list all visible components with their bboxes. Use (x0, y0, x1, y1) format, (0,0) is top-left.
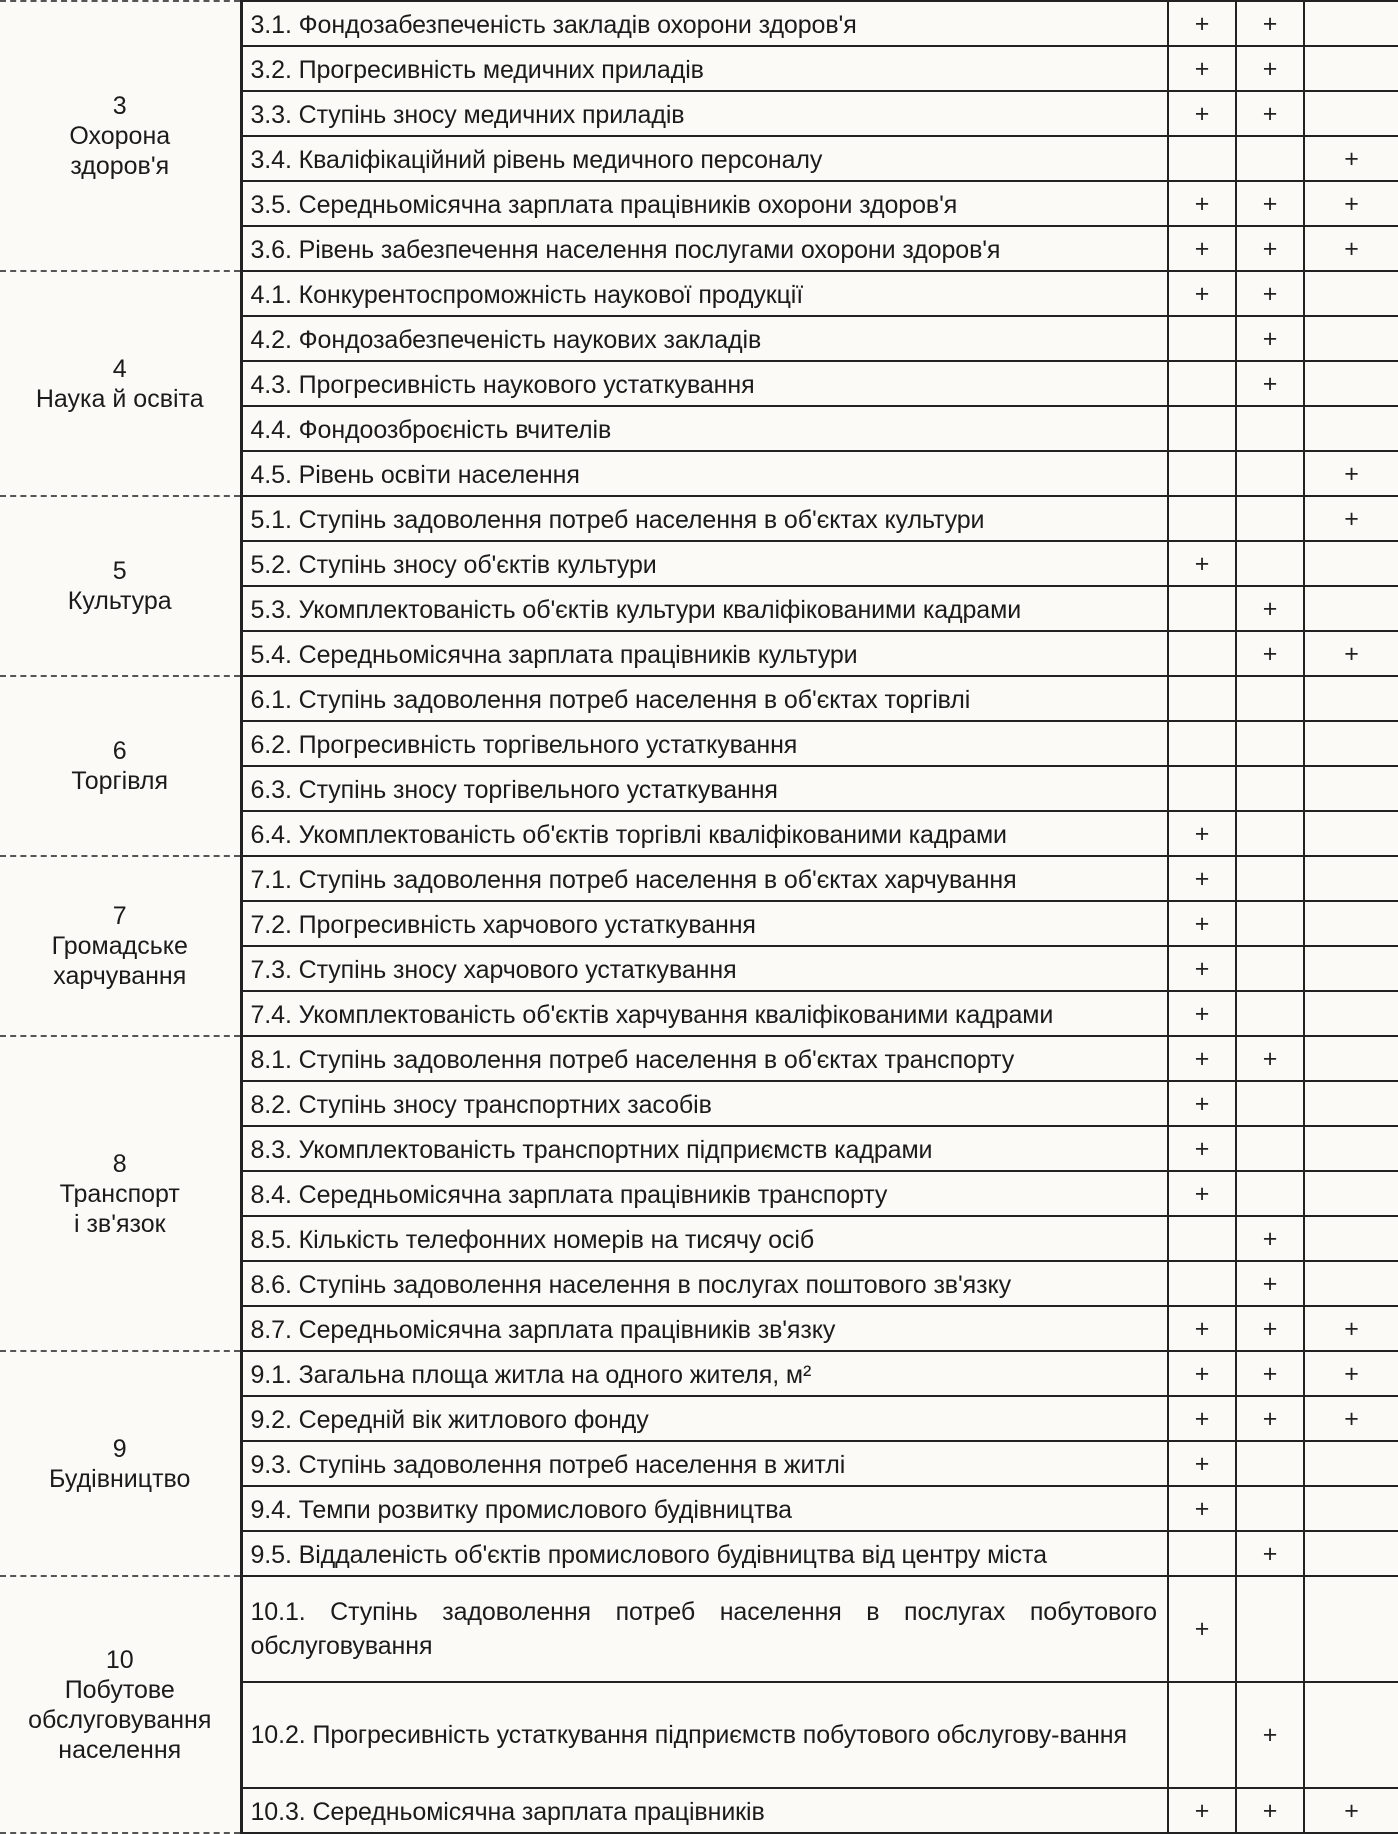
mark-cell-1 (1168, 1531, 1236, 1576)
indicator-label: 4.2. Фондозабезпеченість наукових закладів (241, 316, 1168, 361)
group-name-line: Культура (67, 587, 172, 615)
mark-cell-1: + (1168, 1441, 1236, 1486)
mark-cell-3 (1304, 46, 1398, 91)
mark-cell-3 (1304, 676, 1398, 721)
mark-cell-3 (1304, 361, 1398, 406)
indicator-label: 5.1. Ступінь задоволення потреб населення в об'єктах культури (241, 496, 1168, 541)
mark-cell-1: + (1168, 1036, 1236, 1081)
table-body (0, 1, 1398, 1833)
mark-cell-3 (1304, 91, 1398, 136)
mark-cell-1 (1168, 1216, 1236, 1261)
mark-cell-1 (1168, 316, 1236, 361)
indicator-label: 3.5. Середньомісячна зарплата працівників охорони здоров'я (241, 181, 1168, 226)
indicator-label: 6.1. Ступінь задоволення потреб населення в об'єктах торгівлі (241, 676, 1168, 721)
mark-cell-2 (1236, 1441, 1304, 1486)
mark-cell-2 (1236, 901, 1304, 946)
table-row (0, 1036, 1398, 1081)
group-name-line: Охорона (69, 122, 171, 150)
indicator-label: 4.5. Рівень освіти населення (241, 451, 1168, 496)
mark-cell-1: + (1168, 46, 1236, 91)
mark-cell-1: + (1168, 856, 1236, 901)
mark-cell-2 (1236, 541, 1304, 586)
mark-cell-2 (1236, 721, 1304, 766)
group-cell (0, 1, 241, 271)
mark-cell-1: + (1168, 1, 1236, 46)
indicator-label: 9.3. Ступінь задоволення потреб населення в житлі (241, 1441, 1168, 1486)
table-row (0, 496, 1398, 541)
mark-cell-2: + (1236, 46, 1304, 91)
mark-cell-3 (1304, 1441, 1398, 1486)
mark-cell-2 (1236, 1171, 1304, 1216)
mark-cell-3: + (1304, 451, 1398, 496)
mark-cell-3 (1304, 1081, 1398, 1126)
mark-cell-2: + (1236, 586, 1304, 631)
group-name-line: Торгівля (71, 767, 169, 795)
mark-cell-3: + (1304, 1396, 1398, 1441)
indicator-label: 6.2. Прогресивність торгівельного устаткування (241, 721, 1168, 766)
indicator-label: 9.5. Віддаленість об'єктів промислового будівництва від центру міста (241, 1531, 1168, 1576)
indicator-label: 7.3. Ступінь зносу харчового устаткування (241, 946, 1168, 991)
mark-cell-2: + (1236, 1261, 1304, 1306)
mark-cell-3 (1304, 1576, 1398, 1682)
indicator-label: 8.1. Ступінь задоволення потреб населення в об'єктах транспорту (241, 1036, 1168, 1081)
group-number: 3 (112, 92, 127, 120)
indicator-label: 3.3. Ступінь зносу медичних приладів (241, 91, 1168, 136)
mark-cell-3 (1304, 1126, 1398, 1171)
indicator-label: 4.1. Конкурентоспроможність наукової продукції (241, 271, 1168, 316)
mark-cell-3 (1304, 406, 1398, 451)
mark-cell-3 (1304, 1036, 1398, 1081)
mark-cell-1 (1168, 1261, 1236, 1306)
indicator-label: 6.3. Ступінь зносу торгівельного устаткування (241, 766, 1168, 811)
mark-cell-2 (1236, 136, 1304, 181)
mark-cell-2 (1236, 1486, 1304, 1531)
mark-cell-1: + (1168, 1788, 1236, 1833)
indicator-label: 6.4. Укомплектованість об'єктів торгівлі кваліфікованими кадрами (241, 811, 1168, 856)
mark-cell-3: + (1304, 1306, 1398, 1351)
mark-cell-3 (1304, 1171, 1398, 1216)
table-row (0, 1351, 1398, 1396)
mark-cell-2: + (1236, 1682, 1304, 1788)
mark-cell-3 (1304, 271, 1398, 316)
mark-cell-2 (1236, 496, 1304, 541)
mark-cell-3 (1304, 811, 1398, 856)
mark-cell-1 (1168, 631, 1236, 676)
mark-cell-1 (1168, 676, 1236, 721)
group-number: 5 (112, 557, 127, 585)
mark-cell-3 (1304, 586, 1398, 631)
table-row (0, 1, 1398, 46)
mark-cell-2: + (1236, 631, 1304, 676)
group-name-line: Транспорт (59, 1179, 180, 1208)
indicator-label: 10.2. Прогресивність устаткування підприємств побутового обслугову-вання (241, 1682, 1168, 1788)
mark-cell-1: + (1168, 1486, 1236, 1531)
group-name-line: Будівництво (49, 1464, 191, 1493)
table-row (0, 856, 1398, 901)
indicator-label: 4.3. Прогресивність наукового устаткування (241, 361, 1168, 406)
indicator-label: 8.3. Укомплектованість транспортних підприємств кадрами (241, 1126, 1168, 1171)
mark-cell-2: + (1236, 181, 1304, 226)
indicator-label: 3.2. Прогресивність медичних приладів (241, 46, 1168, 91)
mark-cell-3 (1304, 856, 1398, 901)
mark-cell-2: + (1236, 1216, 1304, 1261)
mark-cell-2 (1236, 811, 1304, 856)
mark-cell-3: + (1304, 181, 1398, 226)
indicator-label: 8.7. Середньомісячна зарплата працівників зв'язку (241, 1306, 1168, 1351)
mark-cell-1: + (1168, 181, 1236, 226)
mark-cell-1: + (1168, 1576, 1236, 1682)
group-number: 6 (112, 737, 127, 765)
group-cell (0, 856, 241, 1036)
mark-cell-1 (1168, 586, 1236, 631)
mark-cell-2: + (1236, 271, 1304, 316)
mark-cell-1: + (1168, 1171, 1236, 1216)
indicator-label: 4.4. Фондоозброєність вчителів (241, 406, 1168, 451)
mark-cell-2: + (1236, 91, 1304, 136)
mark-cell-2 (1236, 406, 1304, 451)
indicator-label: 7.4. Укомплектованість об'єктів харчування кваліфікованими кадрами (241, 991, 1168, 1036)
indicator-label: 8.2. Ступінь зносу транспортних засобів (241, 1081, 1168, 1126)
mark-cell-3 (1304, 1216, 1398, 1261)
mark-cell-1 (1168, 766, 1236, 811)
table-row (0, 1576, 1398, 1682)
mark-cell-1: + (1168, 1396, 1236, 1441)
mark-cell-1: + (1168, 1126, 1236, 1171)
mark-cell-1: + (1168, 1306, 1236, 1351)
group-number: 8 (112, 1149, 127, 1178)
indicator-label: 9.4. Темпи розвитку промислового будівництва (241, 1486, 1168, 1531)
indicator-label: 8.4. Середньомісячна зарплата працівників транспорту (241, 1171, 1168, 1216)
mark-cell-1 (1168, 136, 1236, 181)
indicator-label: 5.2. Ступінь зносу об'єктів культури (241, 541, 1168, 586)
mark-cell-2: + (1236, 226, 1304, 271)
mark-cell-2: + (1236, 1036, 1304, 1081)
mark-cell-3 (1304, 316, 1398, 361)
indicator-label: 3.1. Фондозабезпеченість закладів охорони здоров'я (241, 1, 1168, 46)
group-name-line: Побутове (64, 1675, 175, 1704)
mark-cell-2 (1236, 946, 1304, 991)
mark-cell-1 (1168, 1682, 1236, 1788)
mark-cell-3: + (1304, 1351, 1398, 1396)
table-row (0, 676, 1398, 721)
mark-cell-3 (1304, 766, 1398, 811)
indicator-label: 5.4. Середньомісячна зарплата працівників культури (241, 631, 1168, 676)
group-cell (0, 1036, 241, 1351)
mark-cell-3 (1304, 1486, 1398, 1531)
mark-cell-1: + (1168, 271, 1236, 316)
mark-cell-1: + (1168, 1081, 1236, 1126)
group-number: 7 (112, 902, 127, 930)
mark-cell-3 (1304, 901, 1398, 946)
mark-cell-1 (1168, 361, 1236, 406)
mark-cell-2 (1236, 1081, 1304, 1126)
mark-cell-2: + (1236, 1788, 1304, 1833)
mark-cell-3: + (1304, 1788, 1398, 1833)
mark-cell-3: + (1304, 496, 1398, 541)
mark-cell-3 (1304, 1531, 1398, 1576)
mark-cell-2: + (1236, 361, 1304, 406)
mark-cell-2: + (1236, 1351, 1304, 1396)
group-cell (0, 1576, 241, 1833)
mark-cell-1: + (1168, 541, 1236, 586)
mark-cell-1 (1168, 406, 1236, 451)
mark-cell-2: + (1236, 1, 1304, 46)
mark-cell-1: + (1168, 226, 1236, 271)
mark-cell-3: + (1304, 631, 1398, 676)
indicator-label: 8.5. Кількість телефонних номерів на тисячу осіб (241, 1216, 1168, 1261)
indicator-label: 7.2. Прогресивність харчового устаткування (241, 901, 1168, 946)
mark-cell-1: + (1168, 91, 1236, 136)
mark-cell-1: + (1168, 811, 1236, 856)
group-name-line: здоров'я (70, 152, 170, 180)
group-cell (0, 676, 241, 856)
group-cell (0, 271, 241, 496)
mark-cell-2 (1236, 1126, 1304, 1171)
mark-cell-2 (1236, 856, 1304, 901)
group-number: 4 (112, 354, 127, 383)
mark-cell-3 (1304, 991, 1398, 1036)
mark-cell-2 (1236, 451, 1304, 496)
mark-cell-2: + (1236, 316, 1304, 361)
mark-cell-3 (1304, 1682, 1398, 1788)
mark-cell-2 (1236, 1576, 1304, 1682)
mark-cell-2 (1236, 991, 1304, 1036)
indicator-label: 7.1. Ступінь задоволення потреб населення в об'єктах харчування (241, 856, 1168, 901)
mark-cell-3 (1304, 946, 1398, 991)
indicator-label: 3.4. Кваліфікаційний рівень медичного персоналу (241, 136, 1168, 181)
group-number: 9 (112, 1434, 127, 1463)
group-name-line: обслуговування (28, 1705, 212, 1734)
group-cell (0, 496, 241, 676)
group-name-line: Громадське (51, 932, 188, 960)
mark-cell-1: + (1168, 991, 1236, 1036)
mark-cell-3 (1304, 721, 1398, 766)
group-name-line: населення (58, 1735, 182, 1764)
mark-cell-1: + (1168, 901, 1236, 946)
mark-cell-3: + (1304, 136, 1398, 181)
indicator-label: 9.2. Середній вік житлового фонду (241, 1396, 1168, 1441)
mark-cell-1: + (1168, 946, 1236, 991)
table-row (0, 271, 1398, 316)
mark-cell-3: + (1304, 226, 1398, 271)
mark-cell-3 (1304, 1, 1398, 46)
indicator-label: 8.6. Ступінь задоволення населення в послугах поштового зв'язку (241, 1261, 1168, 1306)
mark-cell-2 (1236, 676, 1304, 721)
mark-cell-2: + (1236, 1306, 1304, 1351)
mark-cell-3 (1304, 1261, 1398, 1306)
indicator-label: 3.6. Рівень забезпечення населення послугами охорони здоров'я (241, 226, 1168, 271)
indicator-label: 10.1. Ступінь задоволення потреб населення в послугах побутового обслуговування (241, 1576, 1168, 1682)
mark-cell-2: + (1236, 1531, 1304, 1576)
mark-cell-1 (1168, 496, 1236, 541)
mark-cell-2 (1236, 766, 1304, 811)
group-name-line: Наука й освіта (35, 384, 204, 413)
group-number: 10 (105, 1645, 134, 1674)
mark-cell-3 (1304, 541, 1398, 586)
mark-cell-1 (1168, 451, 1236, 496)
group-cell (0, 1351, 241, 1576)
group-name-line: і зв'язок (73, 1209, 166, 1238)
mark-cell-2: + (1236, 1396, 1304, 1441)
indicator-label: 9.1. Загальна площа житла на одного жителя, м² (241, 1351, 1168, 1396)
group-name-line: харчування (53, 962, 187, 990)
indicator-label: 5.3. Укомплектованість об'єктів культури кваліфікованими кадрами (241, 586, 1168, 631)
mark-cell-1: + (1168, 1351, 1236, 1396)
indicator-label: 10.3. Середньомісячна зарплата працівників (241, 1788, 1168, 1833)
mark-cell-1 (1168, 721, 1236, 766)
